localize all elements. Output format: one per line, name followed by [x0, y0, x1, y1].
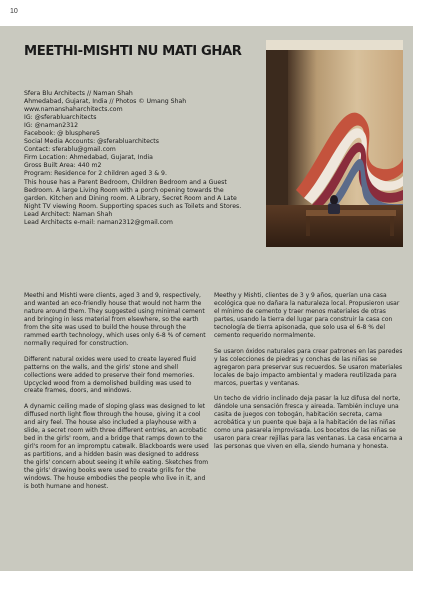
- project-credits: [24, 90, 269, 227]
- credit-line: Social Media Accounts: @sferabluarchitects: [24, 138, 159, 146]
- credit-line: Firm Location: Ahmedabad, Gujarat, India: [24, 154, 153, 162]
- page-number: 10: [10, 8, 18, 15]
- credit-line: Sfera Blu Architects // Naman Shah: [24, 90, 133, 97]
- credit-line: www.namanshaharchitects.com: [24, 106, 123, 114]
- spanish-paragraph: Meethy y Mishti, clientes de 3 y 9 años, querían una casa ecológica que no dañara la naturaleza local. Propusieron usar el mínimo de cemento y traer menos materiales de otras partes, usando la tierra del lugar para construir la casa con tecnología de tierra apisonada, que solo usa el 6-8 % del cemento requerido normalmente.: [214, 292, 400, 339]
- spanish-text-column: [214, 292, 404, 459]
- english-paragraph: Meethi and Mishti were clients, aged 3 and 9, respectively, and wanted an eco-friendly house that would not harm the nature around them. They suggested using minimal cement and bringing in less material from elsewhere, so the earth from the site was used to build the house through the rammed earth technology, which uses only 6-8 % of cement normally required for construction.: [24, 292, 206, 347]
- credit-line: garden. Kitchen and Dining room. A Library, Secret Room and A Late: [24, 194, 237, 202]
- english-text-column: [24, 292, 210, 499]
- credit-line: Lead Architect: Naman Shah: [24, 210, 113, 218]
- credit-line: Bedroom. A large Living Room with a porch opening towards the: [24, 186, 224, 194]
- credit-line: IG: @naman2312: [24, 122, 79, 130]
- credit-line: Gross Built Area: 440 m2: [24, 162, 102, 170]
- photo-illustration: [266, 40, 403, 247]
- credit-line: Night TV viewing Room. Supporting spaces such as Toilets and Stores.: [24, 202, 242, 210]
- credit-line: Ahmedabad, Gujarat, India // Photos © Umang Shah: [24, 98, 187, 106]
- credit-line: Lead Architects e-mail: naman2312@gmail.com: [24, 218, 173, 226]
- english-paragraph: A dynamic ceiling made of sloping glass was designed to let diffused north light flow through the house, giving it a cool and airy feel. The house also included a playhouse with a slide, a secret room with three different entries, an acrobatic bed in the girls' room, and a bridge that ramps down to the girl's room for an impromptu catwalk. Blackboards were used as partitions, and a hidden basin was designed to address the girls' concern about seeing it while eating. Sketches from the girls' drawing books were used to create grills for the windows. The house embodies the people who live in it, and is both humane and honest.: [24, 403, 209, 490]
- spanish-paragraph: Un techo de vidrio inclinado deja pasar la luz difusa del norte, dándole una sensación fresca y aireada. También incluye una casita de juegos con tobogán, habitación secreta, cama acrobática y un puente que baja a la habitación de las niñas como una pasarela improvisada. Los bocetos de las niñas se usaron para crear rejillas para las ventanas. La casa encarna a las personas que viven en ella, siendo humana y honesta.: [214, 395, 403, 451]
- english-paragraph: Different natural oxides were used to create layered fluid patterns on the walls, and the girls' stone and shell collections were added to preserve their fond memories. Upcycled wood from a demolished building was used to create frames, doors, and windows.: [24, 355, 196, 395]
- credit-line: Program: Residence for 2 children aged 3 & 9.: [24, 170, 167, 178]
- spanish-paragraph: Se usaron óxidos naturales para crear patrones en las paredes y las colecciones de piedras y conchas de las niñas se agregaron para preservar sus recuerdos. Se usaron materiales locales de bajo impacto ambiental y madera reutilizada para marcos, puertas y ventanas.: [214, 347, 403, 387]
- article-title: MEETHI-MISHTI NU MATI GHAR: [24, 44, 242, 59]
- credit-line: Contact: sferablu@gmail.com: [24, 146, 116, 154]
- credit-line: Facebook: @ blusphere5: [24, 130, 100, 138]
- credit-line: This house has a Parent Bedroom, Children Bedroom and a Guest: [24, 178, 227, 186]
- interior-photo-mural-wall: [266, 40, 403, 247]
- credit-line: IG: @sferabluarchitects: [24, 114, 97, 122]
